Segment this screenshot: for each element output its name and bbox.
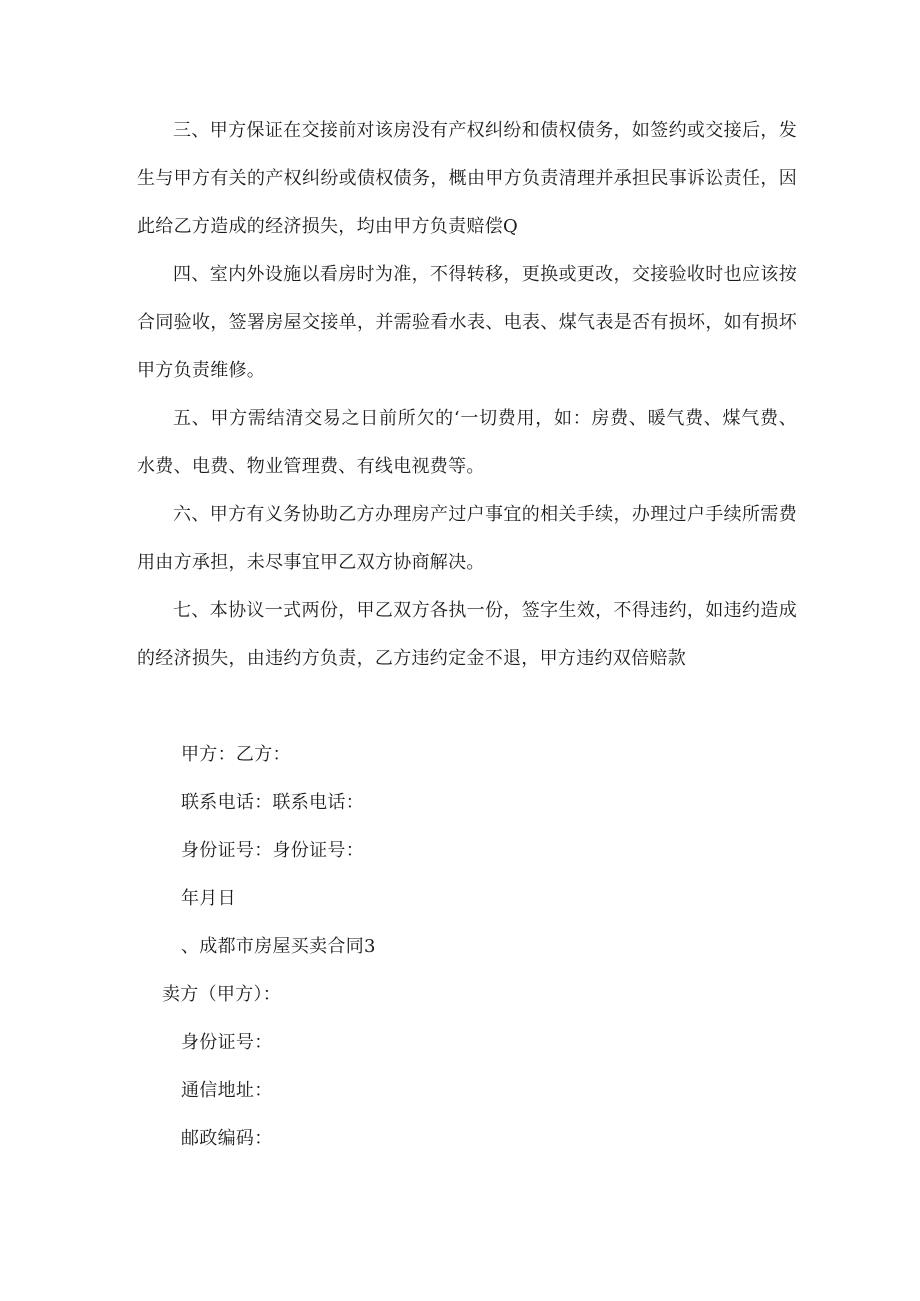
clause-5: 五、甲方需结清交易之日前所欠的‘一切费用，如：房费、暖气费、煤气费、水费、电费、物业管理费、有线电视费等。	[137, 408, 797, 477]
seller-label: 卖方（甲方）：	[162, 984, 282, 1005]
clause-3: 三、甲方保证在交接前对该房没有产权纠纷和债权债务，如签约或交接后，发生与甲方有关的产权纠纷或债权债务，概由甲方负责清理并承担民事诉讼责任，因此给乙方造成的经济损失，均由甲方负责赔偿Q	[137, 120, 797, 237]
postal-code-label: 邮政编码：	[181, 1128, 273, 1149]
address-label: 通信地址：	[181, 1080, 273, 1101]
section-title: 、成都市房屋买卖合同3	[181, 936, 376, 957]
signature-date: 年月日	[181, 888, 236, 909]
signature-ids: 身份证号：身份证号：	[181, 840, 364, 861]
id-number-label: 身份证号：	[181, 1032, 273, 1053]
signature-parties: 甲方：乙方：	[181, 744, 291, 765]
clause-7: 七、本协议一式两份，甲乙双方各执一份，签字生效，不得违约，如违约造成的经济损失，由违约方负责，乙方违约定金不退，甲方违约双倍赔款	[137, 600, 797, 669]
clause-6: 六、甲方有义务协助乙方办理房产过户事宜的相关手续，办理过户手续所需费用由方承担，未尽事宜甲乙双方协商解决。	[137, 504, 797, 573]
signature-phones: 联系电话：联系电话：	[181, 792, 364, 813]
clause-4: 四、室内外设施以看房时为准，不得转移，更换或更改，交接验收时也应该按合同验收，签署房屋交接单，并需验看水表、电表、煤气表是否有损坏，如有损坏甲方负责维修。	[137, 264, 797, 381]
